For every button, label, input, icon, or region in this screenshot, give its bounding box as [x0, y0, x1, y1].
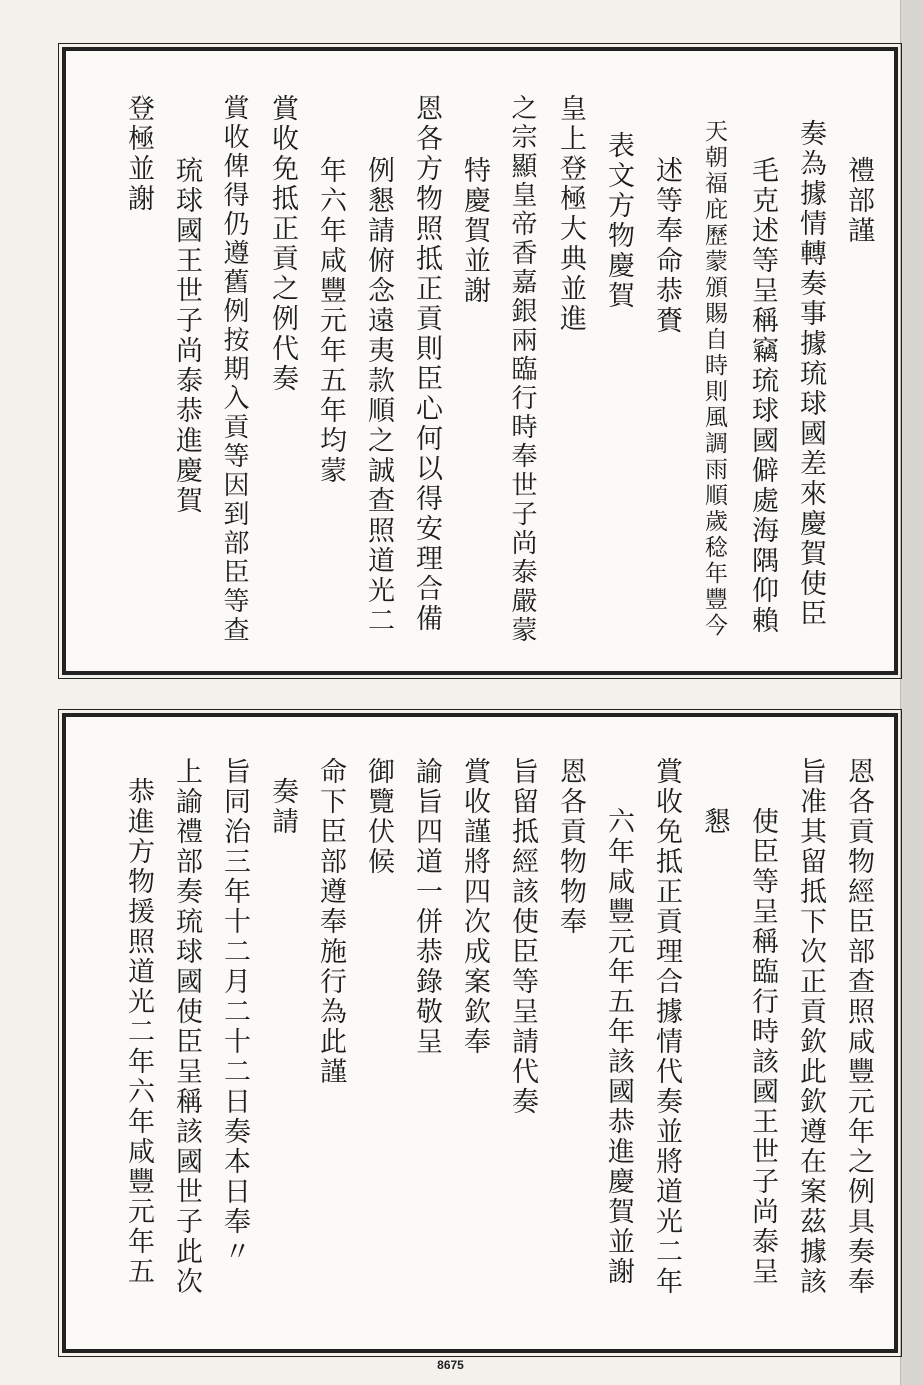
- text-column: [114, 51, 162, 671]
- text-columns-top: [66, 51, 894, 671]
- text-column: [834, 717, 882, 1349]
- text-column: [498, 717, 546, 1349]
- column-text: 恩各貢物物奉: [555, 757, 586, 937]
- text-column: [594, 717, 642, 1349]
- column-text: 恩各貢物經臣部查照咸豐元年之例具奏奉: [843, 757, 874, 1297]
- text-column: [498, 51, 546, 671]
- column-text: 禮部謹: [843, 156, 874, 246]
- column-text: 命下臣部遵奉施行為此謹: [315, 757, 346, 1087]
- text-column: [450, 51, 498, 671]
- column-text: 例懇請俯念遠夷款順之誠查照道光二: [363, 156, 394, 636]
- text-column: [210, 51, 258, 671]
- text-column: [546, 717, 594, 1349]
- column-text: 懇: [699, 807, 730, 837]
- column-text: 奏請: [267, 777, 298, 837]
- book-binding-edge: [900, 0, 923, 1385]
- text-column: [402, 717, 450, 1349]
- text-column: [258, 717, 306, 1349]
- column-text: 毛克述等呈稱竊琉球國僻處海隅仰賴: [747, 156, 778, 636]
- text-column: [738, 51, 786, 671]
- text-column: [786, 51, 834, 671]
- column-text: 表文方物慶賀: [603, 131, 634, 311]
- column-text: 之宗顯皇帝香嘉銀兩臨行時奉世子尚泰嚴蒙: [507, 94, 537, 645]
- column-text: 旨留抵經該使臣等呈請代奏: [507, 757, 538, 1117]
- column-text: 皇上登極大典並進: [555, 94, 586, 334]
- text-column: [786, 717, 834, 1349]
- column-text: 六年咸豐元年五年該國恭進慶賀並謝: [603, 807, 634, 1287]
- text-column: [642, 51, 690, 671]
- column-text: 特慶賀並謝: [459, 156, 490, 306]
- text-column: [258, 51, 306, 671]
- column-text: 天朝福庇歷蒙頒賜自時則風調雨順歲稔年豐今: [701, 119, 727, 639]
- text-column: [690, 51, 738, 671]
- text-column: [210, 717, 258, 1349]
- text-column: [594, 51, 642, 671]
- column-text: 旨同治三年十二月二十二日奏本日奉〃: [219, 757, 250, 1267]
- text-column: [306, 717, 354, 1349]
- text-column: [354, 717, 402, 1349]
- column-text: 諭旨四道一併恭錄敬呈: [411, 757, 442, 1057]
- text-column: [354, 51, 402, 671]
- memorial-panel-bottom: [62, 713, 898, 1353]
- text-column: [546, 51, 594, 671]
- text-columns-bottom: [66, 717, 894, 1349]
- column-text: 賞收俾得仍遵舊例按期入貢等因到部臣等查: [219, 94, 249, 645]
- column-text: 登極並謝: [123, 94, 154, 214]
- text-column: [162, 717, 210, 1349]
- text-column: [738, 717, 786, 1349]
- text-column: [306, 51, 354, 671]
- text-column: [162, 51, 210, 671]
- column-text: 賞收免抵正貢理合據情代奏並將道光二年: [651, 757, 682, 1297]
- column-text: 賞收謹將四次成案欽奉: [459, 757, 490, 1057]
- column-text: 恩各方物照抵正貢則臣心何以得安理合備: [411, 94, 442, 634]
- column-text: 恭進方物援照道光二年六年咸豐元年五: [123, 777, 154, 1287]
- page-number: 8675: [437, 1358, 464, 1372]
- column-text: 琉球國王世子尚泰恭進慶賀: [171, 156, 202, 516]
- column-text: 年六年咸豐元年五年均蒙: [315, 156, 346, 486]
- text-column: [690, 717, 738, 1349]
- text-column: [642, 717, 690, 1349]
- column-text: 使臣等呈稱臨行時該國王世子尚泰呈: [747, 807, 778, 1287]
- column-text: 賞收免抵正貢之例代奏: [267, 94, 298, 394]
- text-column: [834, 51, 882, 671]
- column-text: 上諭禮部奏琉球國使臣呈稱該國世子此次: [171, 757, 202, 1297]
- text-column: [402, 51, 450, 671]
- memorial-panel-top: [62, 47, 898, 675]
- column-text: 奏為據情轉奏事據琉球國差來慶賀使臣: [795, 119, 826, 629]
- text-column: [114, 717, 162, 1349]
- column-text: 旨准其留抵下次正貢欽此欽遵在案茲據該: [795, 757, 826, 1297]
- column-text: 御覽伏候: [363, 757, 394, 877]
- text-column: [450, 717, 498, 1349]
- column-text: 述等奉命恭賚: [651, 156, 682, 336]
